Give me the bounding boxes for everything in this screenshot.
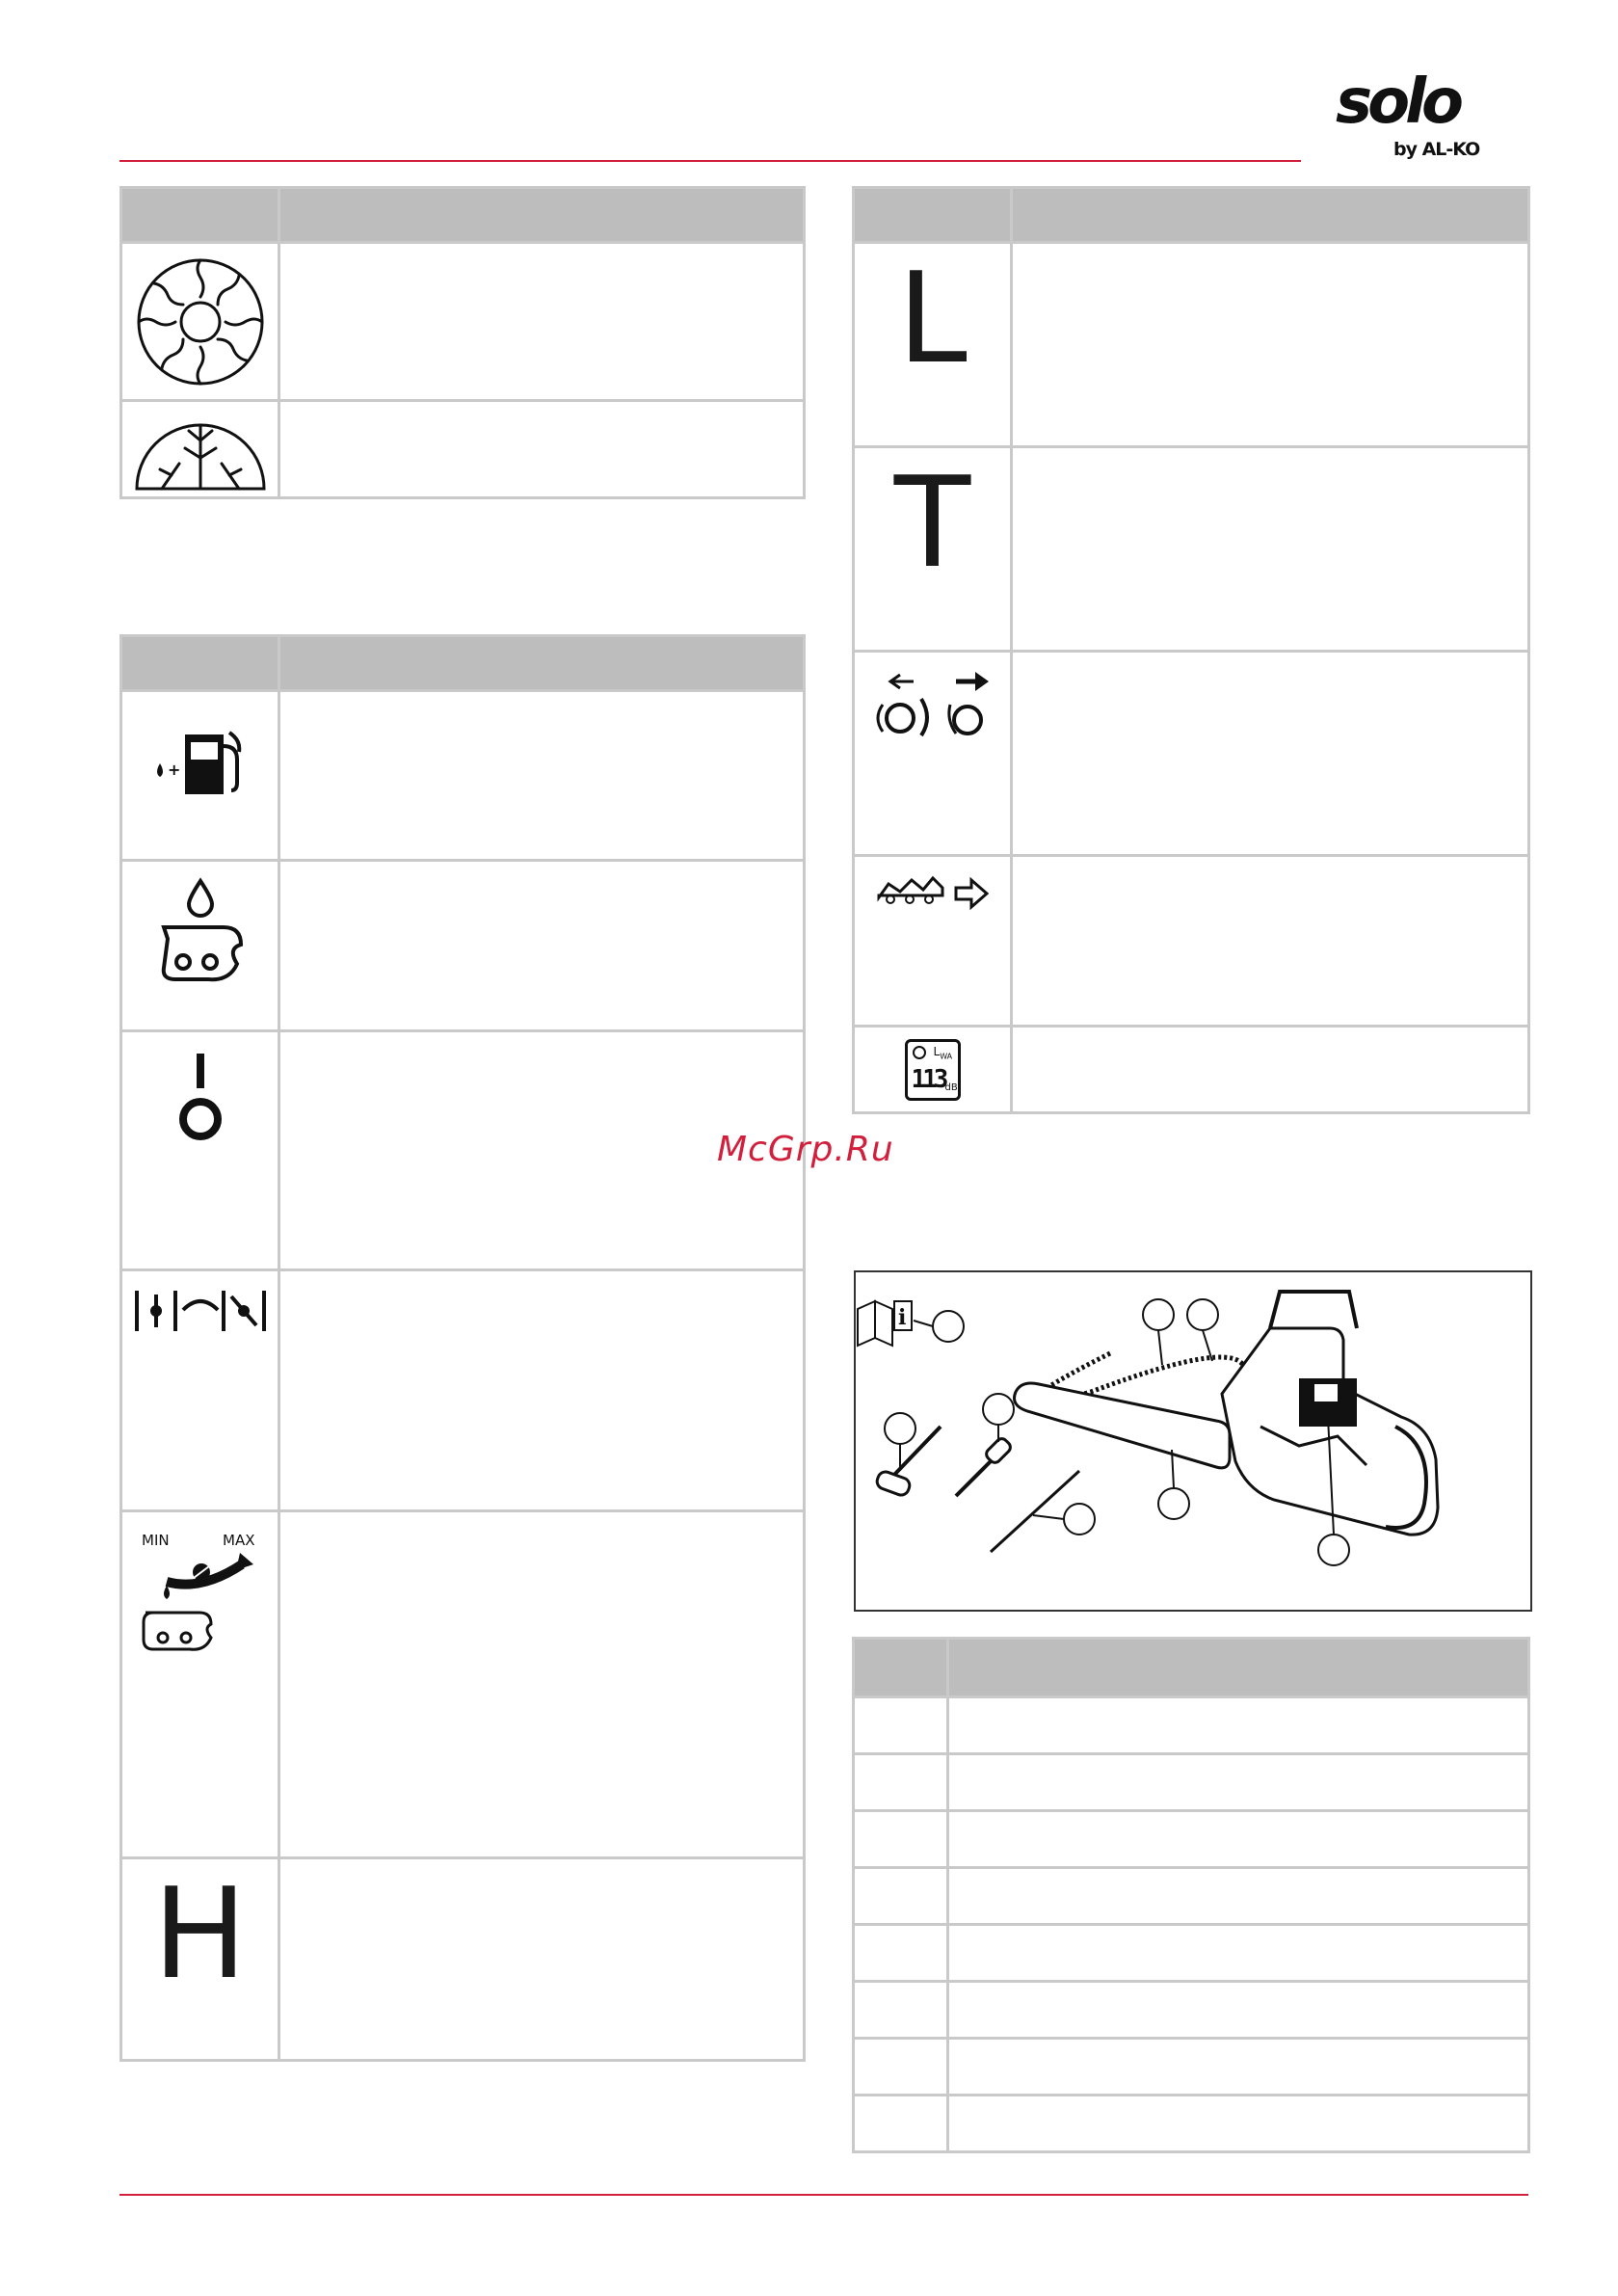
meaning-cell [279,243,805,401]
fuel-mix-icon [143,711,258,798]
symbol-cell [121,691,279,861]
symbol-cell [854,1027,1012,1113]
table-row [854,2039,1529,2096]
svg-text:+: + [167,761,180,779]
table-header-symbol [854,188,1012,243]
adjustment-symbols-table [852,186,1530,1114]
meaning-cell [1012,447,1529,652]
symbol-cell [854,856,1012,1027]
oil-pump-adjust-icon [138,1532,263,1657]
choke-icon [133,1287,268,1335]
table-row [854,2096,1529,2152]
symbol-cell [121,1031,279,1270]
scope-of-delivery-figure [854,1270,1532,1612]
header-rule [119,160,1301,162]
letter-h-icon: H [152,1860,248,2007]
symbol-cell [121,1858,279,2061]
svg-text:MIN: MIN [141,1532,170,1549]
chain-oil-icon [152,877,249,993]
symbol-cell [121,1270,279,1511]
sun-icon [133,254,268,389]
table-header-part [948,1639,1529,1697]
symbol-cell [854,652,1012,856]
footer-rule [119,2194,1528,2196]
chain-direction-icon [875,870,991,913]
meaning-cell [279,861,805,1031]
table-header-symbol [121,188,279,243]
meaning-cell [1012,652,1529,856]
svg-text:MAX: MAX [222,1532,254,1549]
symbol-cell [121,243,279,401]
on-off-switch-icon [172,1052,229,1148]
meaning-cell [279,401,805,498]
letter-l-icon: L [897,245,968,391]
symbol-cell [121,401,279,498]
symbol-cell [121,1511,279,1858]
table-header-symbol [121,636,279,691]
table-row [854,1868,1529,1925]
meaning-cell [279,691,805,861]
chain-brake-direction-icon [875,670,991,737]
table-row [854,1925,1529,1982]
meaning-cell [1012,856,1529,1027]
table-header-meaning [279,636,805,691]
meaning-cell [279,1858,805,2061]
sound-power-icon [905,1039,961,1101]
symbol-cell [854,447,1012,652]
parts-table [852,1637,1530,2153]
meaning-cell [1012,1027,1529,1113]
table-row [854,1697,1529,1754]
table-row [854,1982,1529,2039]
sound-ear-icon [913,1046,926,1059]
chainsaw-icon [856,1272,1530,1610]
meaning-cell [279,1270,805,1511]
sound-power-label: $L_{WA}$ [933,1044,953,1060]
sound-power-value: 113 [911,1064,945,1094]
book-info-icon [858,1301,912,1346]
meaning-cell [279,1511,805,1858]
letter-t-icon: T [893,449,971,596]
symbol-cell [121,861,279,1031]
table-header-meaning [1012,188,1529,243]
control-symbols-table [119,634,806,2062]
table-row [854,1811,1529,1868]
temperature-symbols-table [119,186,806,499]
meaning-cell [1012,243,1529,447]
symbol-cell [854,243,1012,447]
sound-power-unit: dB [944,1081,958,1093]
svg-text:i: i [898,1305,907,1330]
table-header-meaning [279,188,805,243]
snowflake-icon [133,406,268,493]
brand-sub-logo: by AL-KO [1393,139,1480,160]
watermark: McGrp.Ru [717,1130,894,1169]
table-header-number [854,1639,948,1697]
brand-logo: solo [1336,67,1459,138]
table-row [854,1754,1529,1811]
